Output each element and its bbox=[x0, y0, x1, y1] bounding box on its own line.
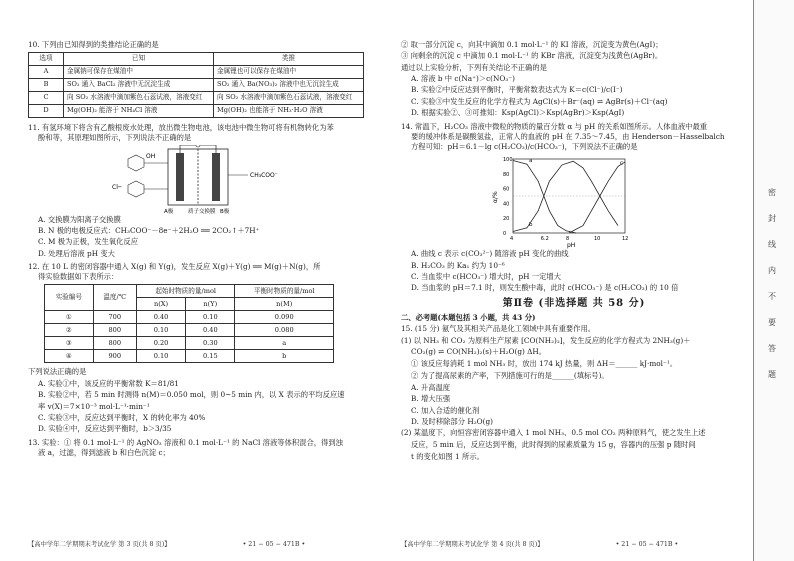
electrode-a bbox=[176, 153, 184, 201]
table-cell: 800 bbox=[93, 324, 136, 337]
q10-stem: 10. 下列由已知得到的类推结论正确的是 bbox=[28, 40, 159, 49]
y-tick-label: 80 bbox=[503, 172, 510, 179]
footer-title: 【高中学年二学期期末考试化学 第 4 页(共 8 页)】 bbox=[401, 541, 544, 548]
q14-stem-line: 要的缓冲体系是碳酸氢盐，正常人的血液的 pH 在 7.35～7.45，由 Henderson－Hasselbalch bbox=[411, 131, 725, 141]
q12-option: A. 实验①中，该反应的平衡常数 K＝81/81 bbox=[38, 378, 179, 388]
q12-subheader: n(X) bbox=[136, 298, 185, 311]
section-title: 第Ⅱ卷 (非选择题 共 58 分) bbox=[502, 298, 646, 310]
table-cell: SO₂ 通入 Ba(NO₃)₂ 溶液中也无沉淀生成 bbox=[214, 78, 364, 91]
fig-label: OH bbox=[146, 152, 156, 160]
footer-right bbox=[401, 541, 678, 550]
table-cell: 700 bbox=[93, 311, 136, 324]
q10-header: 选项 bbox=[29, 52, 64, 65]
table-row bbox=[45, 311, 334, 324]
side-label: 要 bbox=[768, 318, 776, 327]
right-column bbox=[401, 40, 747, 464]
q15-line: ① 该反应每消耗 1 mol NH₃ 时，放出 174 kJ 热量，则 ΔH＝______ kJ·mol⁻¹。 bbox=[411, 359, 678, 369]
table-cell: ④ bbox=[45, 350, 94, 363]
y-tick-label: 100 bbox=[503, 157, 513, 164]
q13-line: 通过以上实验分析，下列有关结论不正确的是 bbox=[401, 62, 547, 72]
q11-option: D. 处理后溶液 pH 变大 bbox=[38, 248, 115, 258]
q12-option: D. 实验④中，反应达到平衡时，b＞3/35 bbox=[38, 424, 172, 434]
q15-option: D. 及时移除部分 H₂O(g) bbox=[411, 416, 493, 426]
fuel-cell-diagram bbox=[28, 145, 364, 215]
section-subtitle: 二、必考题(本题包括 3 小题，共 43 分) bbox=[401, 312, 536, 322]
table-cell: 金属钠可保存在煤油中 bbox=[64, 65, 214, 78]
table-cell: ② bbox=[45, 324, 94, 337]
q15-line: ② 为了提高尿素的产率，下列措施可行的是______(填标号)。 bbox=[411, 371, 609, 381]
side-label: 封 bbox=[768, 214, 776, 223]
table-cell: 0.10 bbox=[186, 311, 235, 324]
q13-line: ② 取一部分沉淀 c，向其中滴加 0.1 mol·L⁻¹ 的 KI 溶液，沉淀变为黄色(AgI)； bbox=[401, 40, 663, 49]
q12-prompt: 下列说法正确的是 bbox=[28, 367, 87, 377]
q12-table bbox=[44, 284, 334, 363]
x-tick-label: 10 bbox=[594, 236, 601, 243]
series-line-a bbox=[513, 158, 576, 234]
q15-line: CO₂(g) ⇌ CO(NH₂)₂(s)＋H₂O(g) ΔH。 bbox=[411, 347, 547, 357]
table-cell: A bbox=[29, 65, 64, 78]
table-cell: ① bbox=[45, 311, 94, 324]
side-label: 题 bbox=[768, 370, 776, 379]
table-cell: 0.40 bbox=[186, 324, 235, 337]
table-cell: 900 bbox=[93, 350, 136, 363]
chart-ylabel: α/% bbox=[492, 191, 499, 204]
q12-stem-line: 12. 在 10 L 的密闭容器中通入 X(g) 和 Y(g)，发生反应 X(g)＋Y(g) ══ M(g)＋N(g)，所 bbox=[28, 262, 321, 272]
q14-option: B. H₂CO₃ 的 Ka₁ 约为 10⁻⁶ bbox=[411, 260, 505, 270]
left-column bbox=[28, 40, 364, 460]
q12-option: C. 实验③中，反应达到平衡时，X 的转化率为 40% bbox=[38, 412, 206, 422]
benzene-ring-top bbox=[128, 155, 144, 171]
q13-stem bbox=[28, 438, 364, 458]
footer-title: 【高中学年二学期期末考试化学 第 3 页(共 8 页)】 bbox=[28, 541, 171, 548]
table-cell: 0.10 bbox=[136, 324, 185, 337]
table-cell: 0.40 bbox=[136, 311, 185, 324]
q11-option: A. 交换膜为阳离子交换膜 bbox=[38, 214, 121, 224]
table-cell: 0.20 bbox=[136, 337, 185, 350]
q14-option: D. 当血浆的 pH＝7.1 时，则发生酸中毒，此时 c(HCO₃⁻) 是 c(H₂CO₃) 的 10 倍 bbox=[411, 283, 679, 293]
table-cell: 向 SO₂ 水溶液中滴加紫色石蕊试液，溶液变红 bbox=[214, 91, 364, 104]
series-label-c: c bbox=[620, 160, 624, 167]
chart-xlabel: pH bbox=[567, 242, 576, 250]
table-cell: b bbox=[235, 350, 334, 363]
table-row bbox=[29, 78, 364, 91]
table-row bbox=[29, 91, 364, 104]
q14-stem-line: 方程可知：pH＝6.1－lg c(H₂CO₃)/c(HCO₃⁻)，下列说法不正确的是 bbox=[411, 141, 638, 151]
table-cell: 向 SO₂ 水溶液中滴加紫色石蕊试液，溶液变红 bbox=[64, 91, 214, 104]
table-cell: SO₂ 通入 BaCl₂ 溶液中无沉淀生成 bbox=[64, 78, 214, 91]
q10-table bbox=[28, 52, 364, 118]
series-label-a: a bbox=[529, 158, 533, 165]
series-label-b: b bbox=[529, 222, 533, 229]
side-label: 不 bbox=[768, 292, 776, 301]
table-cell: B bbox=[29, 78, 64, 91]
binding-margin bbox=[753, 0, 794, 561]
side-label: 内 bbox=[768, 266, 776, 275]
x-tick-label: 12 bbox=[622, 236, 629, 243]
q11-option: B. N 极的电极反应式：CH₃COO⁻－8e⁻＋2H₂O ══ 2CO₂↑＋7H⁺ bbox=[38, 225, 260, 235]
fig-label: A极 bbox=[164, 208, 174, 215]
q15-line: (2) 某温度下，向恒容密闭容器中通入 1 mol NH₃、0.5 mol CO₂ 两种原料气，使之发生上述 bbox=[401, 428, 706, 438]
q15-line: t 的变化如图 1 所示。 bbox=[411, 451, 484, 461]
table-cell: 0.15 bbox=[186, 350, 235, 363]
q11-figure bbox=[28, 145, 364, 215]
fig-label: Cl─ bbox=[112, 183, 122, 191]
q13-option: B. 实验②中反应达到平衡时，平衡常数表达式为 K＝c(Cl⁻)/c(I⁻) bbox=[411, 85, 623, 95]
electrode-b bbox=[212, 153, 220, 201]
table-cell: 0.30 bbox=[186, 337, 235, 350]
q11-stem-line: 11. 有氢环境下将含有乙酸根废水处理，放出微生物电池，该电池中微生物可将有机物转化为苯 bbox=[28, 122, 334, 132]
q12-header: 平衡时物质的量/mol bbox=[235, 285, 334, 298]
table-row bbox=[45, 350, 334, 363]
alpha-ph-chart bbox=[401, 153, 747, 249]
q14-option: C. 当血浆中 c(HCO₃⁻) 增大时，pH 一定增大 bbox=[411, 272, 562, 282]
table-cell: a bbox=[235, 337, 334, 350]
side-label: 答 bbox=[768, 344, 776, 353]
table-row bbox=[29, 104, 364, 117]
q15-option: B. 增大压强 bbox=[411, 394, 451, 404]
side-label: 线 bbox=[768, 240, 776, 249]
q13-stem-line: 13. 实验：① 将 0.1 mol·L⁻¹ 的 AgNO₃ 溶液和 0.1 mol·L⁻¹ 的 NaCl 溶液等体积混合，得到浊 bbox=[28, 438, 343, 448]
q12-subheader: n(Y) bbox=[186, 298, 235, 311]
q12-option-cont: 率 v(X)＝7×10⁻³ mol·L⁻¹·min⁻¹ bbox=[38, 401, 150, 411]
table-cell: 0.10 bbox=[136, 350, 185, 363]
q15-line: 15. (15 分) 氨气及其相关产品是化工领域中具有重要作用。 bbox=[401, 323, 596, 333]
table-cell: C bbox=[29, 91, 64, 104]
q13-stem-line: 液 a，过滤，得到滤液 b 和白色沉淀 c； bbox=[38, 448, 170, 457]
q12-stem-line: 得实验数据如下表所示： bbox=[38, 272, 119, 282]
x-tick-label: 8 bbox=[566, 236, 570, 243]
y-tick-label: 20 bbox=[503, 216, 510, 223]
q13-option: D. 根据实验②、③可推知：Ksp(AgCl)＞Ksp(AgBr)＞Ksp(AgI) bbox=[411, 108, 625, 118]
fig-label: 质子交换膜 bbox=[188, 208, 216, 215]
q15-option: A. 升高温度 bbox=[411, 382, 451, 392]
q15-option: C. 加入合适的催化剂 bbox=[411, 405, 480, 415]
table-cell: 0.080 bbox=[235, 324, 334, 337]
y-tick-label: 40 bbox=[503, 201, 510, 208]
table-row bbox=[45, 337, 334, 350]
q12-stem bbox=[28, 262, 364, 282]
q13-line: ③ 向剩余的沉淀 c 中滴加 0.1 mol·L⁻¹ 的 KBr 溶液，沉淀变为浅黄色(AgBr)。 bbox=[401, 51, 663, 61]
right-page bbox=[393, 0, 753, 561]
q14-chart bbox=[401, 153, 747, 249]
q14-stem-line: 14. 常温下，H₂CO₃ 溶液中微粒的物质的量百分数 α 与 pH 的关系如图所示。人体血液中最重 bbox=[401, 121, 708, 131]
q10-header: 类推 bbox=[214, 52, 364, 65]
table-cell: 金属锂也可以保存在煤油中 bbox=[214, 65, 364, 78]
table-row bbox=[29, 65, 364, 78]
q13-option: A. 溶液 b 中 c(Na⁺)＞c(NO₃⁻) bbox=[411, 74, 516, 84]
q14-option: A. 曲线 c 表示 c(CO₃²⁻) 随溶液 pH 变化的曲线 bbox=[411, 249, 569, 259]
y-tick-label: 0 bbox=[503, 231, 507, 238]
x-tick-label: 6.2 bbox=[540, 236, 549, 243]
table-cell: Mg(OH)₂ 能溶于 NH₄Cl 溶液 bbox=[64, 104, 214, 117]
fig-label: B极 bbox=[220, 208, 230, 215]
q11-stem-line: 酚和等，其原理如图所示，下列说法不正确的是 bbox=[38, 132, 192, 142]
table-cell: 800 bbox=[93, 337, 136, 350]
footer-code: • 21 − 05 − 471B • bbox=[615, 541, 679, 548]
footer-left bbox=[28, 541, 305, 550]
q12-header: 实验编号 bbox=[45, 285, 94, 311]
q11-stem bbox=[28, 123, 364, 143]
side-label: 密 bbox=[768, 188, 776, 197]
q15-line: 反应，5 min 后，反应达到平衡，此时得到的尿素质量为 15 g，容器内的压强 p 随时间 bbox=[411, 440, 696, 450]
q10-header: 已知 bbox=[64, 52, 214, 65]
left-page bbox=[0, 0, 392, 561]
q12-header: 起始时物质的量/mol bbox=[136, 285, 235, 298]
table-row bbox=[45, 324, 334, 337]
q14-stem bbox=[401, 122, 747, 152]
fig-label: CH₃COO⁻ bbox=[250, 171, 278, 179]
q12-option: B. 实验②中，若 5 min 时测得 n(M)＝0.050 mol，则 0~5 min 内，以 X 表示的平均反应速 bbox=[38, 390, 345, 400]
table-cell: D bbox=[29, 104, 64, 117]
q15-line: (1) 以 NH₃ 和 CO₂ 为原料生产尿素 [CO(NH₂)₂]，发生反应的化学方程式为 2NH₃(g)＋ bbox=[401, 335, 691, 345]
q11-option: C. M 极为正极，发生氧化反应 bbox=[38, 237, 139, 247]
q13-option: C. 实验③中发生反应的化学方程式为 AgCl(s)＋Br⁻(aq) ⇌ AgBr(s)＋Cl⁻(aq) bbox=[411, 96, 668, 106]
y-tick-label: 60 bbox=[503, 187, 510, 194]
benzene-ring-bottom bbox=[128, 181, 144, 197]
table-cell: Mg(OH)₂ 也能溶于 NH₃·H₂O 溶液 bbox=[214, 104, 364, 117]
q12-subheader: n(M) bbox=[235, 298, 334, 311]
table-cell: 0.090 bbox=[235, 311, 334, 324]
series-line-c bbox=[569, 162, 625, 233]
q12-header: 温度/℃ bbox=[93, 285, 136, 311]
footer-code: • 21 − 05 − 471B • bbox=[242, 541, 306, 548]
x-tick-label: 4 bbox=[510, 236, 514, 243]
table-cell: ③ bbox=[45, 337, 94, 350]
